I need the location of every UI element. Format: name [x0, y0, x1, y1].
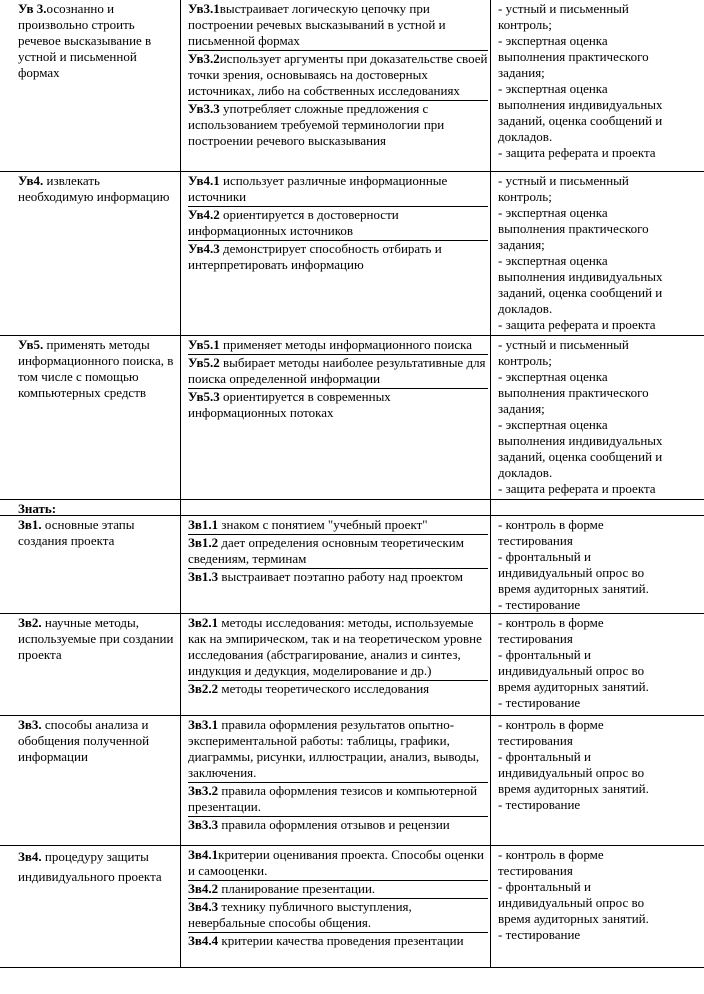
assessment-item: - устный и письменный контроль; — [498, 337, 629, 368]
indicator-code: Ув4.2 — [188, 207, 220, 222]
indicator-item — [188, 569, 488, 586]
indicator-item — [188, 355, 488, 389]
skill-code: Зв2. — [18, 615, 42, 630]
indicator-code: Зв4.1 — [188, 847, 219, 862]
indicator-text: выстраивает поэтапно работу над проектом — [218, 569, 463, 584]
skill-code: Ув5. — [18, 337, 44, 352]
indicator-text: ориентируется в современных информационных потоках — [188, 389, 391, 420]
indicator-code: Ув4.3 — [188, 241, 220, 256]
skill-cell — [18, 847, 178, 887]
assessment-item: - фронтальный и индивидуальный опрос во время аудиторных занятий. — [498, 879, 649, 926]
assessment-item: - тестирование — [498, 797, 581, 812]
indicator-cell — [188, 517, 488, 586]
indicator-cell — [188, 847, 488, 950]
assessment-item: - экспертная оценка выполнения индивидуальных заданий, оценка сообщений и докладов. — [498, 81, 663, 144]
indicator-text: использует аргументы при доказательстве своей точки зрения, основываясь на достоверных источниках, либо на собственных исследованиях — [188, 51, 488, 98]
indicator-item — [188, 51, 488, 101]
indicator-text: методы исследования: методы, используемые как на эмпирическом, так и на теоретическом уровне исследования (абстрагирование, анализ и синтез, индукция и дедукция, моделирование и др.) — [188, 615, 482, 678]
indicator-text: знаком с понятием "учебный проект" — [218, 517, 428, 532]
indicator-text: употребляет сложные предложения с использованием требуемой терминологии при построении речевого высказывания — [188, 101, 445, 148]
assessment-item: - тестирование — [498, 695, 581, 710]
indicator-code: Ув5.3 — [188, 389, 220, 404]
indicator-item — [188, 681, 488, 698]
indicator-code: Зв4.4 — [188, 933, 219, 948]
skill-cell — [18, 337, 178, 401]
skill-cell — [18, 717, 178, 765]
indicator-code: Ув3.2 — [188, 51, 220, 66]
indicator-item — [188, 337, 488, 355]
indicator-text: методы теоретического исследования — [218, 681, 430, 696]
indicator-cell — [188, 615, 488, 698]
indicator-code: Ув5.1 — [188, 337, 220, 352]
indicator-code: Ув4.1 — [188, 173, 220, 188]
indicator-item — [188, 933, 488, 950]
assessment-item: - контроль в форме тестирования — [498, 517, 604, 548]
indicator-cell — [188, 173, 488, 274]
indicator-text: выстраивает логическую цепочку при построении речевых высказываний в устной и письменной формах — [188, 1, 446, 48]
assessment-item: - защита реферата и проекта — [498, 145, 656, 160]
indicator-item — [188, 535, 488, 569]
assessment-cell — [498, 517, 678, 613]
indicator-cell — [188, 337, 488, 422]
indicator-code: Зв4.3 — [188, 899, 219, 914]
indicator-code: Зв2.1 — [188, 615, 219, 630]
indicator-text: использует различные информационные источники — [188, 173, 448, 204]
skill-text: процедуру защиты индивидуального проекта — [18, 849, 162, 884]
assessment-item: - фронтальный и индивидуальный опрос во время аудиторных занятий. — [498, 647, 649, 694]
indicator-code: Зв3.3 — [188, 817, 219, 832]
indicator-text: технику публичного выступления, невербальные способы общения. — [188, 899, 412, 930]
indicator-code: Ув3.3 — [188, 101, 220, 116]
indicator-item — [188, 173, 488, 207]
skill-cell — [18, 615, 178, 663]
indicator-item — [188, 783, 488, 817]
indicator-text: правила оформления результатов опытно-экспериментальной работы: таблицы, графики, диаграммы, рисунки, иллюстрации, анализ, выводы, заключения. — [188, 717, 480, 780]
assessment-cell — [498, 173, 678, 333]
indicator-cell — [188, 1, 488, 150]
indicator-text: выбирает методы наиболее результативные для поиска определенной информации — [188, 355, 486, 386]
indicator-code: Ув3.1 — [188, 1, 220, 16]
assessment-cell — [498, 1, 678, 161]
assessment-item: - экспертная оценка выполнения практического задания; — [498, 369, 649, 416]
assessment-item: - устный и письменный контроль; — [498, 173, 629, 204]
indicator-item — [188, 717, 488, 783]
section-heading-text: Знать: — [18, 501, 57, 516]
indicator-item — [188, 101, 488, 150]
indicator-code: Зв3.1 — [188, 717, 219, 732]
indicator-item — [188, 881, 488, 899]
indicator-text: демонстрирует способность отбирать и интерпретировать информацию — [188, 241, 442, 272]
indicator-item — [188, 207, 488, 241]
skill-text: извлекать необходимую информацию — [18, 173, 170, 204]
assessment-item: - экспертная оценка выполнения индивидуальных заданий, оценка сообщений и докладов. — [498, 253, 663, 316]
indicator-code: Зв4.2 — [188, 881, 219, 896]
assessment-cell — [498, 847, 678, 943]
assessment-cell — [498, 615, 678, 711]
indicator-item — [188, 517, 488, 535]
assessment-item: - защита реферата и проекта — [498, 481, 656, 496]
indicator-text: критерии оценивания проекта. Способы оценки и самооценки. — [188, 847, 484, 878]
indicator-item — [188, 389, 488, 422]
assessment-item: - контроль в форме тестирования — [498, 717, 604, 748]
assessment-item: - тестирование — [498, 597, 581, 612]
indicator-code: Ув5.2 — [188, 355, 220, 370]
indicator-item — [188, 817, 488, 834]
indicator-text: критерии качества проведения презентации — [218, 933, 464, 948]
assessment-item: - экспертная оценка выполнения индивидуальных заданий, оценка сообщений и докладов. — [498, 417, 663, 480]
skill-text: способы анализа и обобщения полученной информации — [18, 717, 150, 764]
assessment-cell — [498, 717, 678, 813]
indicator-item — [188, 615, 488, 681]
assessment-cell — [498, 337, 678, 497]
skill-text: применять методы информационного поиска, в том числе с помощью компьютерных средств — [18, 337, 174, 400]
indicator-code: Зв1.2 — [188, 535, 219, 550]
indicator-text: правила оформления тезисов и компьютерной презентации. — [188, 783, 478, 814]
skill-code: Ув 3. — [18, 1, 47, 16]
skill-cell — [18, 517, 178, 549]
indicator-code: Зв1.3 — [188, 569, 219, 584]
indicator-text: правила оформления отзывов и рецензии — [218, 817, 450, 832]
assessment-item: - тестирование — [498, 927, 581, 942]
skill-code: Ув4. — [18, 173, 44, 188]
assessment-item: - экспертная оценка выполнения практического задания; — [498, 33, 649, 80]
skill-cell — [18, 1, 178, 81]
indicator-cell — [188, 717, 488, 834]
section-heading — [18, 501, 178, 517]
indicator-text: ориентируется в достоверности информационных источников — [188, 207, 399, 238]
assessment-item: - защита реферата и проекта — [498, 317, 656, 332]
skill-code: Зв3. — [18, 717, 42, 732]
skill-text: научные методы, используемые при создании проекта — [18, 615, 174, 662]
indicator-text: дает определения основным теоретическим сведениям, терминам — [188, 535, 464, 566]
indicator-text: применяет методы информационного поиска — [219, 337, 472, 352]
skill-text: основные этапы создания проекта — [18, 517, 135, 548]
assessment-item: - экспертная оценка выполнения практического задания; — [498, 205, 649, 252]
indicator-item — [188, 847, 488, 881]
skill-code: Зв1. — [18, 517, 42, 532]
assessment-item: - фронтальный и индивидуальный опрос во время аудиторных занятий. — [498, 749, 649, 796]
skill-code: Зв4. — [18, 849, 42, 864]
indicator-item — [188, 899, 488, 933]
indicator-text: планирование презентации. — [218, 881, 376, 896]
assessment-item: - контроль в форме тестирования — [498, 847, 604, 878]
assessment-item: - фронтальный и индивидуальный опрос во время аудиторных занятий. — [498, 549, 649, 596]
indicator-code: Зв1.1 — [188, 517, 219, 532]
indicator-code: Зв3.2 — [188, 783, 219, 798]
indicator-code: Зв2.2 — [188, 681, 219, 696]
indicator-item — [188, 241, 488, 274]
skill-cell — [18, 173, 178, 205]
assessment-item: - устный и письменный контроль; — [498, 1, 629, 32]
skill-text: осознанно и произвольно строить речевое высказывание в устной и письменной формах — [18, 1, 152, 80]
assessment-item: - контроль в форме тестирования — [498, 615, 604, 646]
indicator-item — [188, 1, 488, 51]
